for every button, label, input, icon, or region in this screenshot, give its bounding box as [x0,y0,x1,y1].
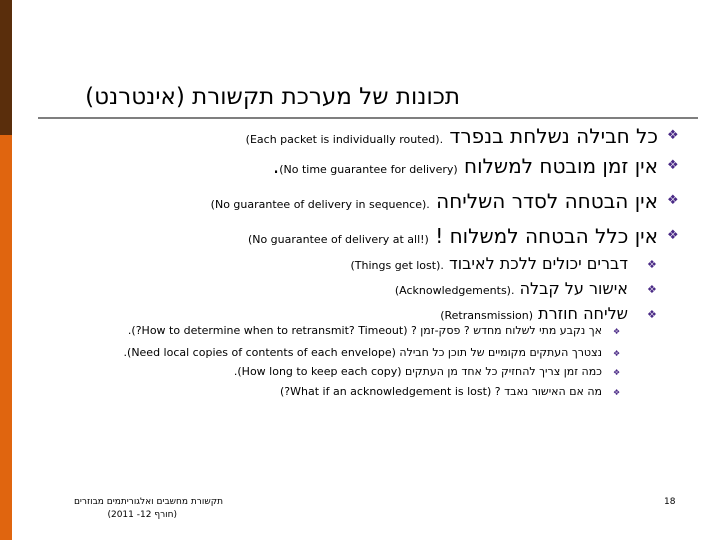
bullet-diamond-icon: ❖ [647,308,657,321]
footer-line-2: (חורף 12- 2011) [107,510,177,520]
bullet-diamond-icon: ❖ [613,327,621,336]
footer-line-1: תקשורת מחשבים ואלגוריתמים מבוזרים [73,497,223,507]
sub-bullet-2 [395,279,628,301]
bullet-3 [211,189,658,217]
sub-bullet-3 [440,304,628,326]
footer-course-name [18,496,223,522]
sub-bullet-2-hebrew: אישור על קבלה [519,279,628,298]
bullet-diamond-icon: ❖ [667,128,679,143]
slide-title: תכונות של מערכת תקשורת (אינטרנט) [85,84,460,110]
detail-bullet-4: מה אם האישור נאבד ? (What if an acknowledgement is lost?) [279,385,602,398]
bullet-4 [248,224,658,252]
bullet-2-english: (No time guarantee for delivery) [279,163,458,176]
detail-bullet-3: כמה זמן צריך להחזיק כל אחד מן העתקים (How long to keep each copy). [233,365,602,378]
sub-bullet-1-hebrew: דברים יכולים ללכת לאיבוד [448,254,628,273]
bullet-2 [273,154,658,182]
top-left-color-band [0,0,12,135]
bullet-diamond-icon: ❖ [667,158,679,173]
bullet-4-hebrew: אין כלל הבטחה למשלוח ! [435,224,658,248]
bullet-diamond-icon: ❖ [647,258,657,271]
bullet-1-hebrew: כל חבילה נשלחת בנפרד [449,124,658,148]
bullet-1 [246,124,658,152]
sub-bullet-3-hebrew: שליחה חוזרת [538,304,628,323]
bullet-4-english: (No guarantee of delivery at all!) [247,233,429,246]
bullet-3-english: (No guarantee of delivery in sequence). [210,198,430,211]
sub-bullet-2-english: (Acknowledgements). [394,284,515,297]
sub-bullet-1 [350,254,628,276]
bullet-diamond-icon: ❖ [613,349,621,358]
bullet-2-period: . [272,154,280,178]
bullet-diamond-icon: ❖ [613,368,621,377]
bullet-diamond-icon: ❖ [613,388,621,397]
page-number: 18 [664,497,676,507]
sub-bullet-3-english: (Retransmission) [440,309,533,322]
detail-bullet-1: אך נקבע מתי לשלוח מחדש ? פסק-זמן ? (How to determine when to retransmit? Timeout?). [127,324,602,337]
detail-bullet-2: נצטרך העתקים מקומיים של תוכן כל חבילה (Need local copies of contents of each envelope). [123,346,602,359]
bullet-2-hebrew: אין זמן מובטח למשלוח [464,154,658,178]
sub-bullet-1-english: (Things get lost). [350,259,444,272]
bullet-diamond-icon: ❖ [667,193,679,208]
bullet-diamond-icon: ❖ [647,283,657,296]
title-divider [38,117,698,119]
bullet-diamond-icon: ❖ [667,228,679,243]
bullet-3-hebrew: אין הבטחה לסדר השליחה [436,189,658,213]
left-color-band [0,135,12,540]
bullet-1-english: (Each packet is individually routed). [245,133,444,146]
